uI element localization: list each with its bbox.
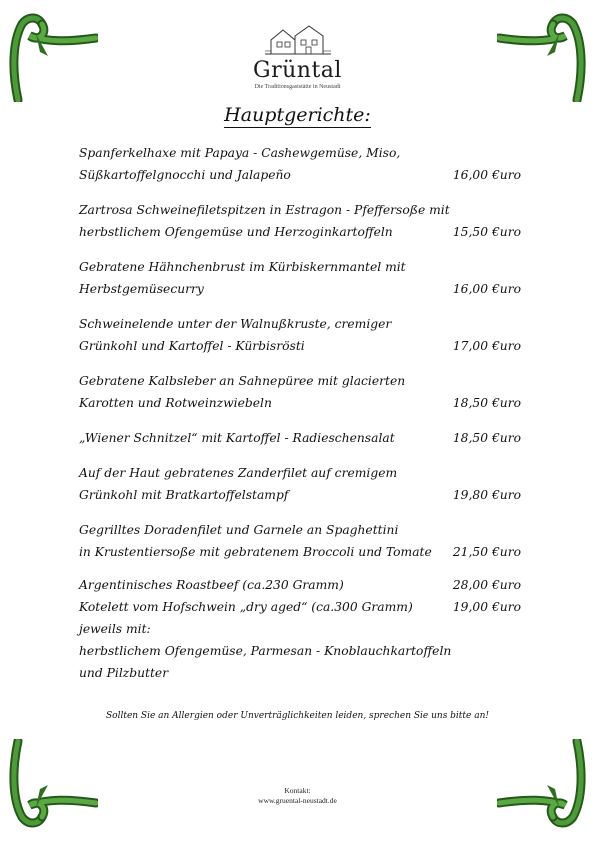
dish-item — [79, 199, 521, 243]
dish-price: 17,00 €uro — [452, 339, 521, 353]
steak-item — [79, 596, 521, 618]
menu-list — [79, 142, 521, 684]
section-title-text: Hauptgerichte: — [224, 104, 371, 126]
dish-line: Gebratene Hähnchenbrust im Kürbiskernmantel mit — [79, 260, 406, 274]
contact-url[interactable]: www.gruental-neustadt.de — [258, 796, 337, 805]
dish-item — [79, 256, 521, 300]
dish-item — [79, 142, 521, 186]
dish-price: 18,50 €uro — [452, 431, 521, 445]
dish-line: Süßkartoffelgnocchi und Jalapeño — [79, 168, 291, 182]
dish-price: 19,80 €uro — [452, 488, 521, 502]
contact-block — [0, 786, 595, 806]
brand-tagline: Die Traditionsgaststätte in Neustadt — [254, 84, 341, 90]
steak-item — [79, 574, 521, 596]
house-logo-icon — [263, 22, 333, 56]
dish-item — [79, 519, 521, 563]
dish-line: Grünkohl mit Bratkartoffelstampf — [79, 488, 289, 502]
logo — [0, 22, 595, 90]
dish-line: in Krustentiersoße mit gebratenem Broccoli und Tomate — [79, 545, 432, 559]
steak-sides-line: und Pilzbutter — [79, 666, 169, 680]
dish-line: Gegrilltes Doradenfilet und Garnele an Spaghettini — [79, 523, 399, 537]
steak-text: Argentinisches Roastbeef (ca.230 Gramm) — [79, 578, 344, 592]
dish-line: herbstlichem Ofengemüse und Herzoginkartoffeln — [79, 225, 393, 239]
dish-item — [79, 427, 521, 449]
steak-sides-line: herbstlichem Ofengemüse, Parmesan - Knoblauchkartoffeln — [79, 644, 452, 658]
dish-line: Auf der Haut gebratenes Zanderfilet auf cremigem — [79, 466, 398, 480]
allergy-note: Sollten Sie an Allergien oder Unverträglichkeiten leiden, sprechen Sie uns bitte an! — [105, 711, 490, 721]
ribbon-corner-icon-bottom-left — [8, 739, 98, 829]
section-title — [0, 104, 595, 126]
steak-price: 28,00 €uro — [452, 578, 521, 592]
ribbon-corner-icon-bottom-right — [497, 739, 587, 829]
dish-item — [79, 462, 521, 506]
dish-line: Schweinelende unter der Walnußkruste, cremiger — [79, 317, 392, 331]
dish-line: „Wiener Schnitzel“ mit Kartoffel - Radieschensalat — [79, 431, 395, 445]
dish-line: Grünkohl und Kartoffel - Kürbisrösti — [79, 339, 305, 353]
dish-item — [79, 313, 521, 357]
dish-line: Gebratene Kalbsleber an Sahnepüree mit glacierten — [79, 374, 406, 388]
dish-line: Herbstgemüsecurry — [79, 282, 204, 296]
dish-price: 21,50 €uro — [452, 545, 521, 559]
dish-price: 15,50 €uro — [452, 225, 521, 239]
dish-price: 16,00 €uro — [452, 168, 521, 182]
brand-name: Grüntal — [253, 58, 342, 83]
dish-line: Spanferkelhaxe mit Papaya - Cashewgemüse, Miso, — [79, 146, 401, 160]
dish-price: 16,00 €uro — [452, 282, 521, 296]
dish-item — [79, 370, 521, 414]
steak-sides-line: jeweils mit: — [79, 622, 151, 636]
steak-price: 19,00 €uro — [452, 600, 521, 614]
dish-line: Karotten und Rotweinzwiebeln — [79, 396, 272, 410]
dish-price: 18,50 €uro — [452, 396, 521, 410]
contact-label: Kontakt: — [284, 786, 311, 795]
steak-sides — [79, 618, 521, 684]
steak-text: Kotelett vom Hofschwein „dry aged“ (ca.300 Gramm) — [79, 600, 413, 614]
dish-line: Zartrosa Schweinefiletspitzen in Estragon - Pfeffersoße mit — [79, 203, 450, 217]
